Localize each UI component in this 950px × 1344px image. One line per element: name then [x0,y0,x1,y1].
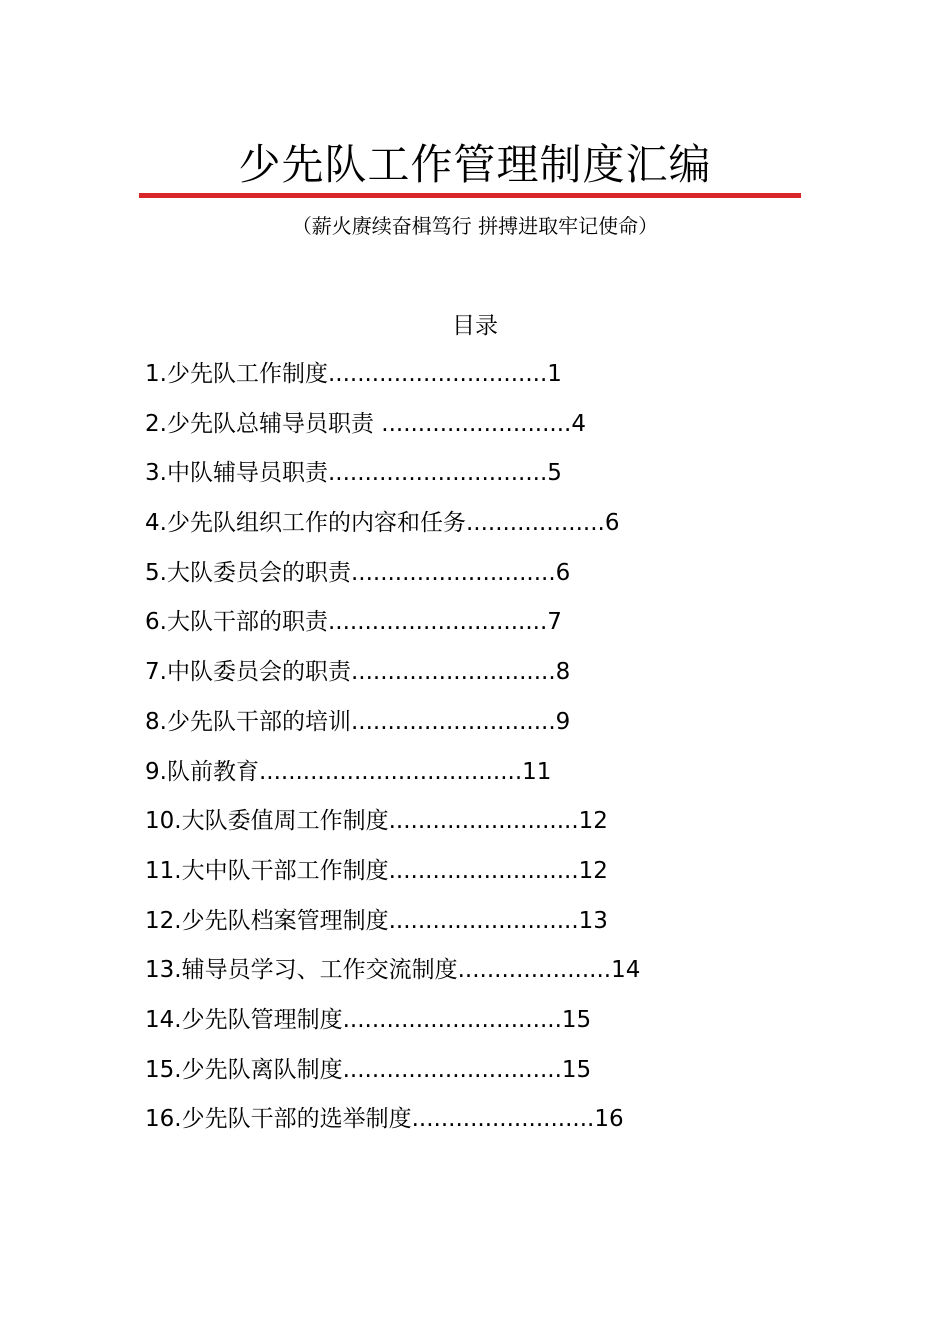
title-divider [139,193,801,198]
table-of-contents [145,358,640,1153]
toc-entry: 1.少先队工作制度..............................1 [145,361,562,387]
toc-entry: 3.中队辅导员职责..............................5 [145,460,562,487]
toc-entry: 12.少先队档案管理制度..........................13 [145,907,608,934]
toc-entry: 16.少先队干部的选举制度.........................16 [145,1106,624,1133]
toc-entry: 5.大队委员会的职责............................6 [145,559,571,586]
toc-entry: 11.大中队干部工作制度..........................12 [145,857,608,884]
toc-entry: 8.少先队干部的培训............................9 [145,708,571,735]
toc-entry: 6.大队干部的职责..............................7 [145,609,562,636]
document-title: 少先队工作管理制度汇编 [238,140,712,189]
toc-heading: 目录 [452,313,498,339]
toc-entry: 7.中队委员会的职责............................8 [145,659,571,686]
toc-entry: 13.辅导员学习、工作交流制度.....................14 [145,957,641,984]
document-subtitle: （薪火赓续奋楫笃行 拼搏进取牢记使命） [291,214,659,238]
toc-entry: 14.少先队管理制度..............................15 [145,1006,592,1033]
toc-entry: 15.少先队离队制度..............................15 [145,1056,592,1083]
toc-entry: 9.队前教育....................................11 [145,758,552,785]
toc-entry: 10.大队委值周工作制度..........................12 [145,808,608,835]
toc-entry: 2.少先队总辅导员职责 ..........................4 [145,410,586,437]
toc-entry: 4.少先队组织工作的内容和任务...................6 [145,510,620,537]
